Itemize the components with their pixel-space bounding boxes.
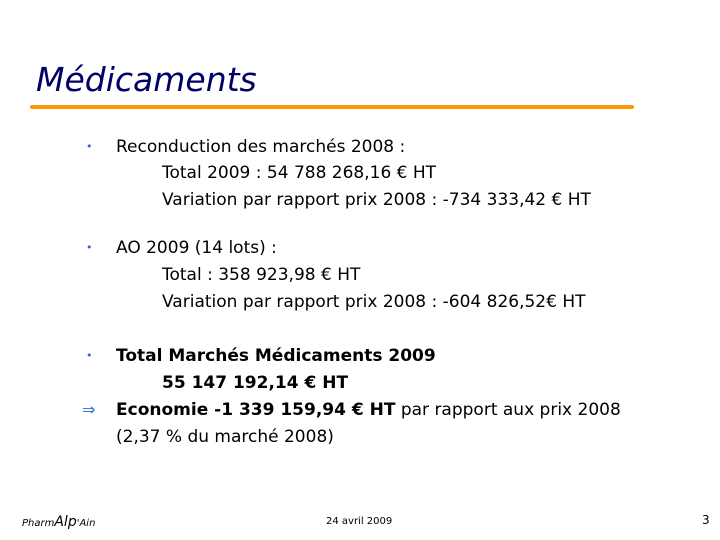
title-underline [30,105,634,109]
bullet-2-variation: Variation par rapport prix 2008 : -604 826,52€ HT [162,292,586,312]
bullet-1-variation: Variation par rapport prix 2008 : -734 333,42 € HT [162,190,591,210]
bullet-marker: • [86,241,93,254]
bullet-1-total: Total 2009 : 54 788 268,16 € HT [162,163,437,183]
bullet-3-total: 55 147 192,14 € HT [162,373,349,393]
logo-prefix: Pharm [22,518,55,529]
bullet-marker: • [86,349,93,362]
savings-comparison: par rapport aux prix 2008 [395,400,621,420]
arrow-marker: ⇒ [82,400,96,419]
logo-middle: Alp [54,514,77,530]
bullet-2-total: Total : 358 923,98 € HT [162,265,361,285]
logo-suffix: 'Ain [76,518,96,529]
page-number: 3 [702,513,710,527]
footer-date: 24 avril 2009 [326,516,393,527]
savings-amount: Economie -1 339 159,94 € HT [116,400,396,420]
savings-line [116,398,621,422]
savings-percentage: (2,37 % du marché 2008) [116,427,334,447]
bullet-marker: • [86,140,93,153]
slide-title: Médicaments [36,60,257,99]
bullet-3-heading: Total Marchés Médicaments 2009 [116,346,436,366]
footer-logo [22,514,95,532]
bullet-2-heading: AO 2009 (14 lots) : [116,238,277,258]
bullet-1-heading: Reconduction des marchés 2008 : [116,137,406,157]
